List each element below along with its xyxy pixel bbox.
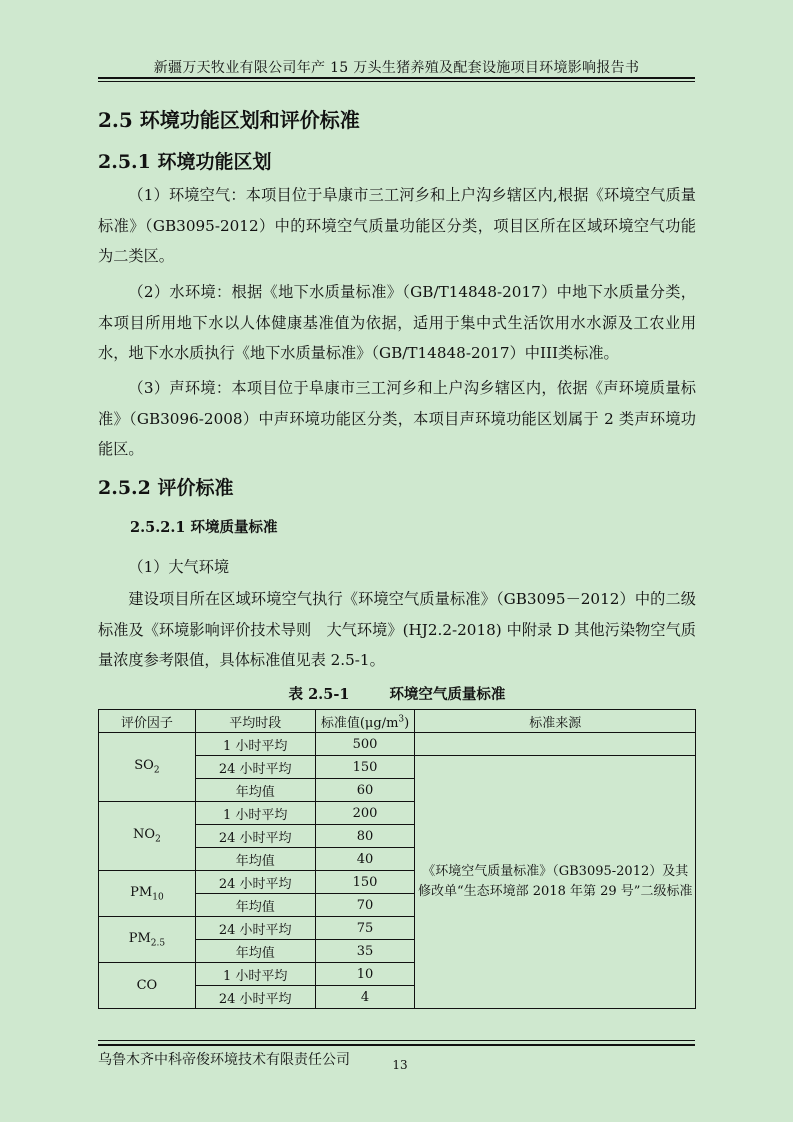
- section-heading: 2.5 环境功能区划和评价标准: [98, 108, 360, 132]
- factor-co: CO: [99, 963, 196, 1009]
- period-cell: 24 小时平均: [195, 756, 315, 779]
- period-cell: 24 小时平均: [195, 871, 315, 894]
- factor-so2: $SO_2$: [99, 733, 196, 802]
- factor-pm10: $PM_{10}$: [99, 871, 196, 917]
- period-cell: 年均值: [195, 894, 315, 917]
- header-value: 标准值$(\mu g/m^3)$: [315, 710, 415, 733]
- period-cell: 1 小时平均: [195, 802, 315, 825]
- value-cell: 80: [315, 825, 415, 848]
- table-row: [99, 733, 696, 756]
- table-caption-title: 环境空气质量标准: [389, 686, 506, 703]
- header-factor: 评价因子: [99, 710, 196, 733]
- period-cell: 年均值: [195, 779, 315, 802]
- factor-no2: $NO_2$: [99, 802, 196, 871]
- source-cell: 《环境空气质量标准》（GB3095-2012）及其修改单“生态环境部 2018 年第 29 号”二级标准: [415, 756, 696, 1009]
- table-caption-number: 表 2.5-1: [288, 686, 350, 703]
- air-quality-standard-table: [98, 709, 696, 1009]
- table-caption: [98, 683, 696, 704]
- period-cell: 24 小时平均: [195, 986, 315, 1009]
- value-cell: 60: [315, 779, 415, 802]
- subsection-heading-2-5-1: 2.5.1 环境功能区划: [98, 151, 272, 173]
- period-cell: 24 小时平均: [195, 825, 315, 848]
- subsection-heading-2-5-2: 2.5.2 评价标准: [98, 477, 234, 499]
- period-cell: 1 小时平均: [195, 733, 315, 756]
- value-cell: 150: [315, 871, 415, 894]
- page-header-title: 新疆万天牧业有限公司年产 15 万头生猪养殖及配套设施项目环境影响报告书: [153, 60, 640, 76]
- item-heading-atmosphere: （1）大气环境: [128, 558, 230, 576]
- period-cell: 1 小时平均: [195, 963, 315, 986]
- table-header-row: [99, 710, 696, 733]
- value-cell: 10: [315, 963, 415, 986]
- value-cell: 35: [315, 940, 415, 963]
- paragraph-air-environment: （1）环境空气：本项目位于阜康市三工河乡和上户沟乡辖区内,根据《环境空气质量标准》（GB3095-2012）中的环境空气质量功能区分类，项目区所在区域环境空气功能为二类区。: [98, 186, 696, 265]
- factor-pm25: $PM_{2.5}$: [99, 917, 196, 963]
- footer-rule-thin: [98, 1040, 695, 1041]
- source-empty-cell: [415, 733, 696, 756]
- header-period: 平均时段: [195, 710, 315, 733]
- subsubsection-heading-2-5-2-1: 2.5.2.1 环境质量标准: [130, 519, 278, 536]
- paragraph-water-environment: （2）水环境：根据《地下水质量标准》（GB/T14848-2017）中地下水质量分类，本项目所用地下水以人体健康基准值为依据，适用于集中式生活饮用水水源及工农业用水，地下水水质执行《地下水质量标准》（GB/T14848-2017）中III类标准。: [98, 283, 696, 362]
- value-cell: 4: [315, 986, 415, 1009]
- value-cell: 500: [315, 733, 415, 756]
- footer-rule-thick: [98, 1044, 695, 1046]
- period-cell: 年均值: [195, 940, 315, 963]
- value-cell: 150: [315, 756, 415, 779]
- period-cell: 24 小时平均: [195, 917, 315, 940]
- page-number: 13: [392, 1058, 408, 1072]
- paragraph-acoustic-environment: （3）声环境：本项目位于阜康市三工河乡和上户沟乡辖区内，依据《声环境质量标准》（GB3096-2008）中声环境功能区分类，本项目声环境功能区划属于 2 类声环境功能区。: [98, 379, 696, 458]
- footer-company-name: 乌鲁木齐中科帝俊环境技术有限责任公司: [98, 1052, 350, 1068]
- value-cell: 75: [315, 917, 415, 940]
- value-cell: 200: [315, 802, 415, 825]
- period-cell: 年均值: [195, 848, 315, 871]
- value-cell: 70: [315, 894, 415, 917]
- paragraph-atmosphere-standard: 建设项目所在区域环境空气执行《环境空气质量标准》（GB3095－2012）中的二级标准及《环境影响评价技术导则 大气环境》(HJ2.2-2018) 中附录 D 其他污染物空气质量浓度参考限值，具体标准值见表 2.5-1。: [98, 590, 696, 669]
- header-source: 标准来源: [415, 710, 696, 733]
- header-rule-thin: [98, 81, 695, 82]
- value-cell: 40: [315, 848, 415, 871]
- header-rule-thick: [98, 77, 695, 79]
